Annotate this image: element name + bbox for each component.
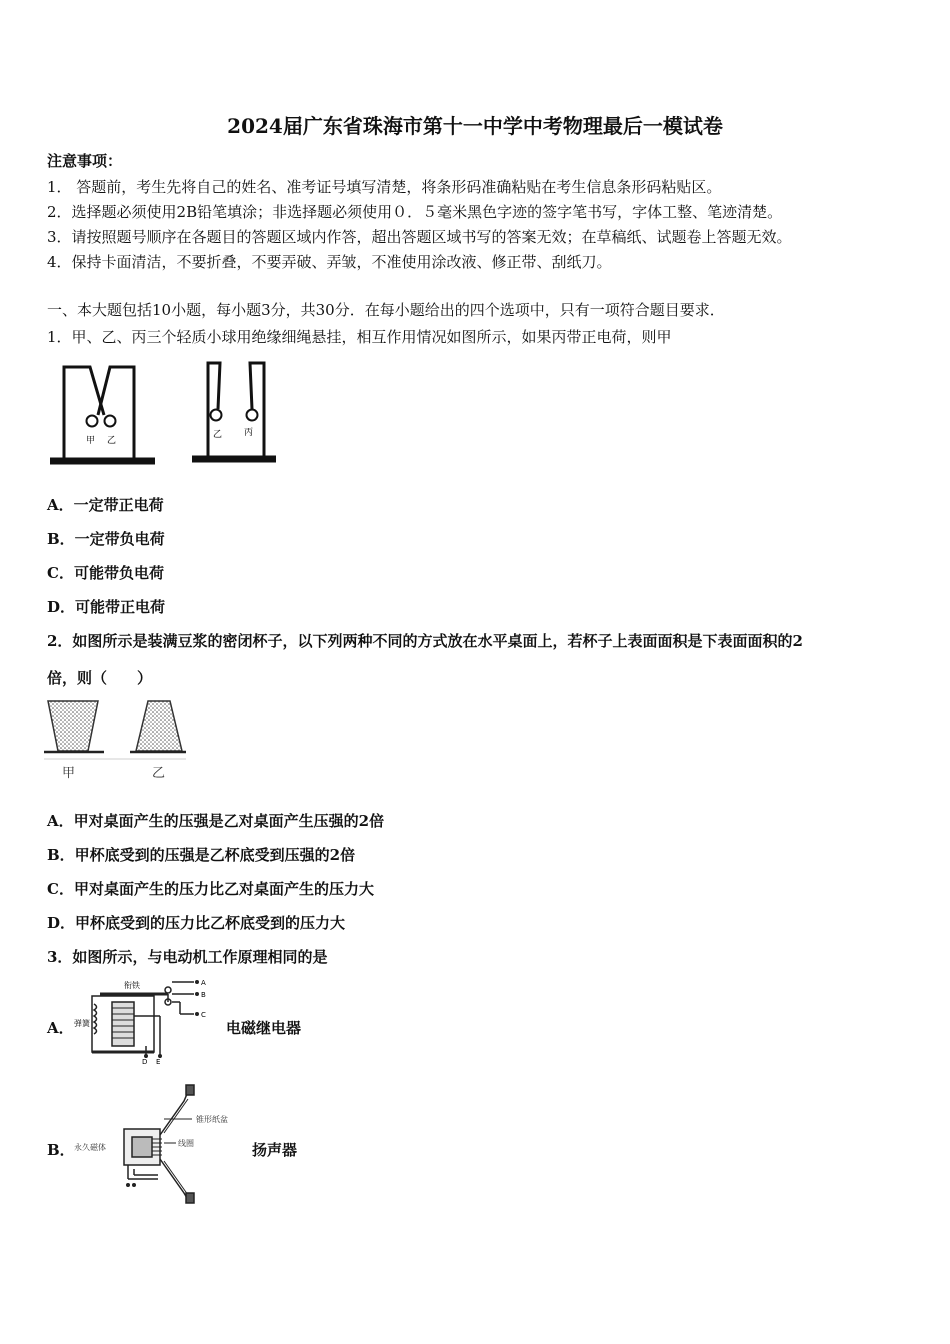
relay-label-a: A xyxy=(201,979,206,987)
q3-option-b-caption: 扬声器 xyxy=(252,1141,298,1159)
q2-label-yi: 乙 xyxy=(152,766,166,781)
speaker-figure xyxy=(72,1083,232,1208)
q1-label-yi-left: 乙 xyxy=(107,436,117,446)
speaker-label-cone: 锥形纸盆 xyxy=(196,1115,228,1124)
q2-stem-line1: 2．如图所示是装满豆浆的密闭杯子，以下列两种不同的方式放在水平桌面上，若杯子上表面面积是下表面面积的2 xyxy=(47,632,803,650)
speaker-label-magnet: 永久磁体 xyxy=(74,1143,106,1152)
notice-item-4: 4．保持卡面清洁，不要折叠，不要弄破、弄皱，不准使用涂改液、修正带、刮纸刀。 xyxy=(47,253,612,271)
q1-stand-left xyxy=(50,367,155,461)
relay-label-spring: 弹簧 xyxy=(74,1019,90,1028)
q2-figure xyxy=(44,695,189,783)
section-heading: 一、本大题包括10小题，每小题3分，共30分．在每小题给出的四个选项中，只有一项符合题目要求． xyxy=(47,301,725,319)
q2-cup-jia xyxy=(44,701,104,752)
q2-cup-yi xyxy=(130,701,186,752)
relay-label-b: B xyxy=(201,991,206,999)
q1-option-c: C．可能带负电荷 xyxy=(47,564,164,582)
speaker-label-coil: 线圈 xyxy=(178,1139,194,1148)
q2-option-c: C．甲对桌面产生的压力比乙对桌面产生的压力大 xyxy=(47,880,374,898)
q1-option-a: A．一定带正电荷 xyxy=(47,496,164,514)
notice-item-1: 1． 答题前，考生先将自己的姓名、准考证号填写清楚，将条形码准确粘贴在考生信息条形码粘贴区。 xyxy=(47,178,722,196)
q1-label-jia: 甲 xyxy=(86,436,96,446)
notice-item-2: 2．选择题必须使用2B铅笔填涂；非选择题必须使用０．５毫米黑色字迹的签字笔书写，字体工整、笔迹清楚。 xyxy=(47,203,783,221)
relay-label-d: D xyxy=(142,1058,148,1066)
relay-label-e: E xyxy=(156,1058,161,1066)
relay-figure xyxy=(72,976,212,1064)
q2-stem-line2: 倍，则（ ） xyxy=(47,669,153,687)
notice-heading: 注意事项： xyxy=(47,152,123,170)
q1-stand-right xyxy=(192,363,276,459)
relay-label-armature: 衔铁 xyxy=(124,981,140,990)
q1-stem: 1．甲、乙、丙三个轻质小球用绝缘细绳悬挂，相互作用情况如图所示，如果丙带正电荷，则甲 xyxy=(47,328,672,346)
notice-item-3: 3．请按照题号顺序在各题目的答题区域内作答，超出答题区域书写的答案无效；在草稿纸、试题卷上答题无效。 xyxy=(47,228,792,246)
q3-option-a-caption: 电磁继电器 xyxy=(226,1019,302,1037)
relay-label-c: C xyxy=(201,1011,206,1019)
page-title: 2024届广东省珠海市第十一中学中考物理最后一模试卷 xyxy=(227,114,723,138)
q2-option-a: A．甲对桌面产生的压强是乙对桌面产生压强的2倍 xyxy=(47,812,385,830)
q1-option-d: D．可能带正电荷 xyxy=(47,598,166,616)
q3-option-a-letter: A． xyxy=(47,1019,74,1037)
q1-option-b: B．一定带负电荷 xyxy=(47,530,165,548)
q2-option-d: D．甲杯底受到的压力比乙杯底受到的压力大 xyxy=(47,914,346,932)
q1-label-bing: 丙 xyxy=(244,428,254,438)
q2-label-jia: 甲 xyxy=(62,766,76,781)
q1-figure xyxy=(40,355,290,470)
q3-option-b-letter: B． xyxy=(47,1141,75,1159)
q2-option-b: B．甲杯底受到的压强是乙杯底受到压强的2倍 xyxy=(47,846,356,864)
q1-label-yi-right: 乙 xyxy=(213,430,223,440)
q3-stem: 3．如图所示，与电动机工作原理相同的是 xyxy=(47,948,328,966)
